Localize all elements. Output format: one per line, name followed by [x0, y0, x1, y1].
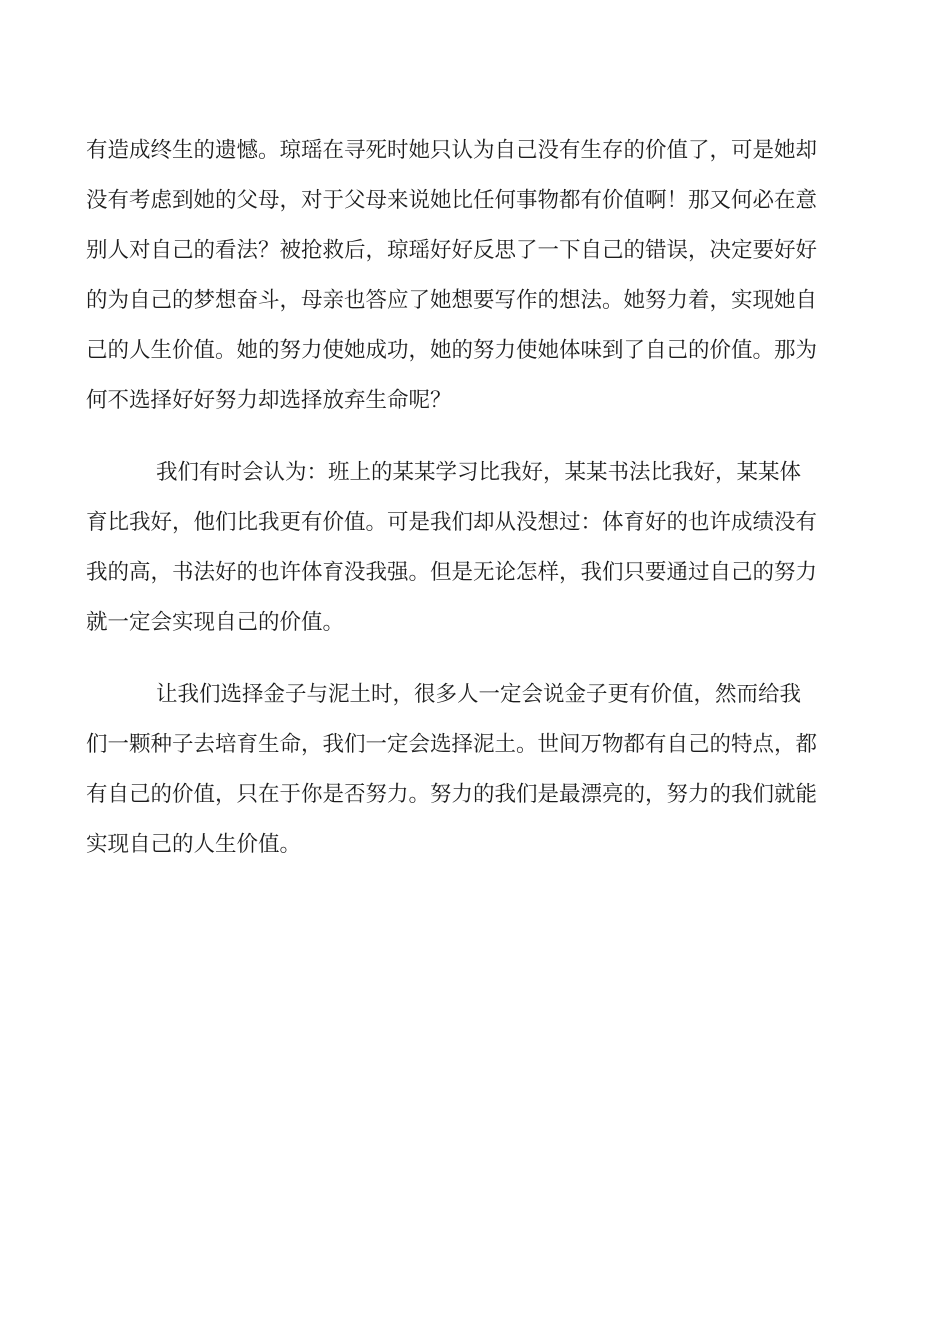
- paragraph-1: [86, 126, 850, 426]
- paragraph-line: 们一颗种子去培育生命，我们一定会选择泥土。世间万物都有自己的特点，都: [86, 732, 818, 757]
- paragraph-line: 何不选择好好努力却选择放弃生命呢？: [86, 388, 452, 413]
- paragraph-line: 有造成终生的遗憾。琼瑶在寻死时她只认为自己没有生存的价值了，可是她却: [86, 138, 818, 163]
- paragraph-line: 别人对自己的看法？被抢救后，琼瑶好好反思了一下自己的错误，决定要好好: [86, 238, 818, 263]
- document-body: [86, 126, 850, 870]
- paragraph-line: 没有考虑到她的父母，对于父母来说她比任何事物都有价值啊！那又何必在意: [86, 188, 818, 213]
- paragraph-line: 的为自己的梦想奋斗，母亲也答应了她想要写作的想法。她努力着，实现她自: [86, 288, 818, 313]
- paragraph-line: 就一定会实现自己的价值。: [86, 610, 345, 635]
- paragraph-line: 让我们选择金子与泥土时，很多人一定会说金子更有价值，然而给我: [156, 682, 802, 707]
- paragraph-2: [86, 448, 850, 648]
- paragraph-line: 我们有时会认为：班上的某某学习比我好，某某书法比我好，某某体: [156, 460, 802, 485]
- paragraph-line: 实现自己的人生价值。: [86, 832, 302, 857]
- paragraph-line: 我的高，书法好的也许体育没我强。但是无论怎样，我们只要通过自己的努力: [86, 560, 818, 585]
- paragraph-line: 有自己的价值，只在于你是否努力。努力的我们是最漂亮的，努力的我们就能: [86, 782, 818, 807]
- paragraph-line: 己的人生价值。她的努力使她成功，她的努力使她体味到了自己的价值。那为: [86, 338, 818, 363]
- paragraph-3: [86, 670, 850, 870]
- paragraph-line: 育比我好，他们比我更有价值。可是我们却从没想过：体育好的也许成绩没有: [86, 510, 818, 535]
